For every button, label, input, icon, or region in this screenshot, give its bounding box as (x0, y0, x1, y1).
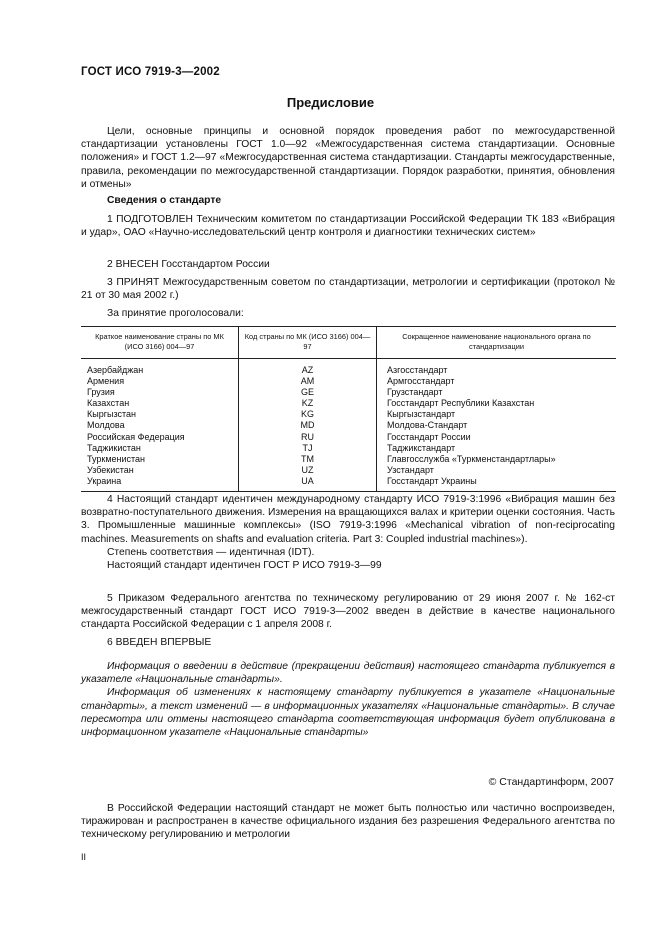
item-2-block (81, 258, 615, 271)
page-number: II (81, 852, 87, 862)
country-name: Украина (81, 476, 239, 492)
country-name: Туркменистан (87, 453, 146, 464)
standards-body: Госстандарт России (377, 432, 617, 443)
item-1-block (81, 213, 615, 239)
standards-body: Грузстандарт (377, 387, 617, 398)
country-code: TM (239, 454, 377, 465)
country-code: UZ (239, 465, 377, 476)
voted-block (81, 307, 615, 320)
item-5-block (81, 592, 615, 632)
country-name: Казахстан (87, 398, 130, 409)
table-row (81, 420, 616, 431)
item-4-conformity: Степень соответствия — идентичная (IDT). (107, 546, 315, 558)
table-row (81, 359, 616, 377)
country-name: Узбекистан (87, 464, 134, 475)
item-6-paragraph: 6 ВВЕДЕН ВПЕРВЫЕ (107, 637, 212, 648)
notices-block (81, 660, 615, 739)
item-6-block (81, 636, 615, 649)
country-name: Армения (87, 376, 125, 387)
country-code: KG (239, 409, 377, 420)
standards-body: Госстандарт Республики Казахстан (377, 398, 617, 409)
table-row (81, 476, 616, 492)
country-code: TJ (239, 443, 377, 454)
item-1-paragraph: 1 ПОДГОТОВЛЕН Техническим комитетом по стандартизации Российской Федерации ТК 183 «Вибрация и удар», ОАО «Научно-исследовательский центр контроля и диагностики технических систем» (81, 214, 615, 239)
country-name: Грузия (87, 387, 115, 398)
country-name: Азербайджан (87, 365, 144, 375)
country-code: AM (239, 376, 377, 387)
item-2-paragraph: 2 ВНЕСЕН Госстандартом России (107, 259, 270, 270)
standards-body: Азгосстандарт (377, 359, 617, 377)
country-name: Кыргызстан (87, 409, 136, 420)
table-row (81, 387, 616, 398)
country-code: MD (239, 420, 377, 431)
country-name: Молдова (87, 420, 125, 431)
country-name: Российская Федерация (87, 431, 185, 442)
standards-body: Молдова-Стандарт (377, 420, 617, 431)
notice-changes: Информация об изменениях к настоящему стандарту публикуется в указателе «Национальные стандарты», а текст изменений — в информационных указателях «Национальные стандарты». В случае пересмотра или отмены настоящего стандарта соответствующая информация будет опубликована в информационном указателе «Национальные стандарты» (81, 687, 615, 739)
voted-label: За принятие проголосовали: (107, 308, 244, 319)
table-header-body: Сокращенное наименование национального органа по стандартизации (377, 327, 617, 359)
table-header-row (81, 327, 616, 359)
table-row (81, 398, 616, 409)
table-row (81, 432, 616, 443)
rights-paragraph: В Российской Федерации настоящий стандарт не может быть полностью или частично воспроизведен, тиражирован и распространен в качестве официального издания без разрешения Федерального агентства по техническому регулированию и метрологии (81, 803, 615, 841)
country-name: Таджикистан (87, 442, 141, 453)
notice-introduction: Информация о введении в действие (прекращении действия) настоящего стандарта публикуется в указателе «Национальные стандарты». (81, 661, 615, 686)
country-code: GE (239, 387, 377, 398)
table-header-country: Краткое наименование страны по МК (ИСО 3166) 004—97 (81, 327, 239, 359)
table-row (81, 454, 616, 465)
countries-table (81, 326, 616, 492)
country-code: AZ (239, 359, 377, 377)
table-row (81, 443, 616, 454)
info-heading-block (81, 194, 615, 207)
country-code: UA (239, 476, 377, 492)
item-3-paragraph: 3 ПРИНЯТ Межгосударственным советом по стандартизации, метрологии и сертификации (протокол № 21 от 30 мая 2002 г.) (81, 277, 615, 302)
info-heading: Сведения о стандарте (107, 195, 222, 206)
item-4-identical: Настоящий стандарт идентичен ГОСТ Р ИСО 7919-3—99 (107, 560, 382, 572)
document-header: ГОСТ ИСО 7919-3—2002 (81, 66, 220, 78)
country-code: RU (239, 432, 377, 443)
item-4-block (81, 493, 615, 572)
standards-body: Кыргызстандарт (377, 409, 617, 420)
standards-body: Таджикстандарт (377, 443, 617, 454)
rights-block (81, 802, 615, 842)
intro-block (81, 125, 615, 191)
standards-body: Главгосслужба «Туркменстандартлары» (377, 454, 617, 465)
table-header-code: Код страны по МК (ИСО 3166) 004—97 (239, 327, 377, 359)
standards-body: Госстандарт Украины (377, 476, 617, 492)
standards-body: Армгосстандарт (377, 376, 617, 387)
item-5-paragraph: 5 Приказом Федерального агентства по техническому регулированию от 29 июня 2007 г. № 162-ст межгосударственный стандарт ГОСТ ИСО 7919-3—2002 введен в действие в качестве национального стандарта Российской Федерации с 1 апреля 2008 г. (81, 593, 615, 631)
copyright-line: © Стандартинформ, 2007 (488, 776, 614, 788)
intro-paragraph: Цели, основные принципы и основной порядок проведения работ по межгосударственной стандартизации установлены ГОСТ 1.0—92 «Межгосударственная система стандартизации. Основные положения» и ГОСТ 1.2—97 «Межгосударственная система стандартизации. Стандарты межгосударственные, правила, рекомендации по межгосударственной стандартизации. Порядок разработки, принятия, обновления и отмены» (81, 126, 615, 190)
item-4-paragraph: 4 Настоящий стандарт идентичен международному стандарту ИСО 7919-3:1996 «Вибрация машин без возвратно-поступательного движения. Измерения на вращающихся валах и критерии оценки состояния. Часть 3. Промышленные машинные комплексы» (ISO 7919-3:1996 «Mechanical vibration of non-reciprocating machines. Measurements on shafts and evaluation criteria. Part 3: Coupled industrial machines»). (81, 494, 615, 545)
page-title: Предисловие (286, 95, 375, 110)
table-row (81, 409, 616, 420)
table-row (81, 376, 616, 387)
country-code: KZ (239, 398, 377, 409)
table-row (81, 465, 616, 476)
item-3-block (81, 276, 615, 302)
standards-body: Узстандарт (377, 465, 617, 476)
